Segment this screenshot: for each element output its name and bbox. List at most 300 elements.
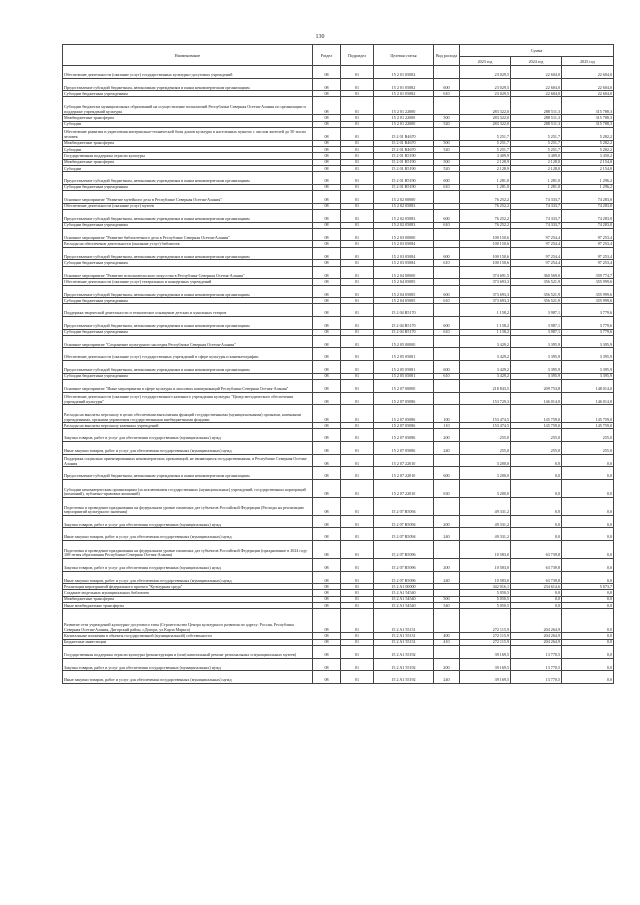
- row-sum-2023: 5 251,7: [460, 146, 511, 152]
- row-razdel: 08: [313, 146, 341, 152]
- row-podrazdel: 01: [341, 559, 374, 572]
- row-sum-2023: 3 429,2: [460, 348, 511, 361]
- row-expense-type: 600: [434, 285, 460, 298]
- row-podrazdel: 01: [341, 633, 374, 639]
- row-podrazdel: 01: [341, 497, 374, 515]
- row-sum-2025: 0,0: [562, 590, 614, 596]
- row-expense-type: [434, 191, 460, 204]
- row-podrazdel: 01: [341, 78, 374, 91]
- row-sum-2023: 76 252,2: [460, 209, 511, 222]
- row-razdel: 08: [313, 285, 341, 298]
- row-sum-2023: 374 691,5: [460, 266, 511, 279]
- row-sum-2023: 373 693,3: [460, 279, 511, 285]
- row-podrazdel: 01: [341, 228, 374, 241]
- row-sum-2025: 148 014,0: [562, 379, 614, 392]
- row-target-article: 15 2 04 R5170: [374, 304, 434, 317]
- row-podrazdel: 01: [341, 423, 374, 429]
- row-sum-2025: 2 154,0: [562, 165, 614, 171]
- row-sum-2023: 76 252,2: [460, 222, 511, 228]
- row-sum-2024: 74 333,7: [511, 209, 562, 222]
- row-sum-2025: 3 779,6: [562, 316, 614, 329]
- row-target-article: 15 2 A1 54540: [374, 596, 434, 602]
- row-name: Субсидии бюджетным учреждениям: [63, 260, 313, 266]
- table-row: [63, 454, 614, 467]
- row-name: Субсидии: [63, 121, 313, 127]
- row-sum-2025: 1 296,2: [562, 172, 614, 185]
- row-target-article: 15 2 A1 55192: [374, 658, 434, 671]
- row-sum-2025: 355 999,6: [562, 298, 614, 304]
- table-row: [63, 442, 614, 455]
- row-target-article: 15 2 07 00000: [374, 379, 434, 392]
- row-razdel: 08: [313, 266, 341, 279]
- row-expense-type: 610: [434, 329, 460, 335]
- row-sum-2024: 5 251,7: [511, 146, 562, 152]
- row-name: Предоставление субсидий бюджетным, автономным учреждениям и иным некоммерческим организациям: [63, 172, 313, 185]
- row-sum-2025: 0,0: [562, 571, 614, 584]
- budget-table: [62, 44, 614, 684]
- table-row: [63, 671, 614, 684]
- row-razdel: 08: [313, 203, 341, 209]
- row-target-article: 15 2 04 05085: [374, 285, 434, 298]
- row-podrazdel: 01: [341, 222, 374, 228]
- row-expense-type: 600: [434, 78, 460, 91]
- row-podrazdel: 01: [341, 266, 374, 279]
- row-podrazdel: 01: [341, 241, 374, 247]
- header-year-2025: 2025 год: [562, 57, 614, 66]
- row-podrazdel: 01: [341, 285, 374, 298]
- row-sum-2025: 0,0: [562, 479, 614, 497]
- row-expense-type: [434, 379, 460, 392]
- row-target-article: 15 2 04 00000: [374, 266, 434, 279]
- row-target-article: 15 2 01 R4670: [374, 140, 434, 146]
- row-razdel: 08: [313, 392, 341, 405]
- row-sum-2025: 0,0: [562, 528, 614, 541]
- row-sum-2025: 22 604,0: [562, 66, 614, 79]
- row-name: Расходы на выплаты персоналу в целях обеспечения выполнения функций государственными (муниципальными) органами, казенными учреждениями, органами управления государственными внебюджетными фондами: [63, 405, 313, 423]
- row-sum-2023: 153 729,3: [460, 392, 511, 405]
- row-sum-2025: 5 073,7: [562, 584, 614, 590]
- row-sum-2025: 0,0: [562, 596, 614, 602]
- row-sum-2025: 0,0: [562, 658, 614, 671]
- row-name: Поддержка социально ориентированных некоммерческих организаций, не являющихся государственными, в Республике Северная Осетия-Алания: [63, 454, 313, 467]
- row-sum-2025: 0,0: [562, 633, 614, 639]
- row-expense-type: 540: [434, 603, 460, 609]
- row-razdel: 08: [313, 260, 341, 266]
- row-razdel: 08: [313, 316, 341, 329]
- row-expense-type: [434, 497, 460, 515]
- row-razdel: 08: [313, 633, 341, 639]
- row-target-article: 15 2 07 22010: [374, 467, 434, 480]
- row-name: Создание модельных муниципальных библиотек: [63, 590, 313, 596]
- row-expense-type: 610: [434, 222, 460, 228]
- row-target-article: 15 2 01 05082: [374, 78, 434, 91]
- header-sum: Сумма: [460, 45, 614, 57]
- row-target-article: 15 2 05 00000: [374, 335, 434, 348]
- row-sum-2024: 5 251,7: [511, 128, 562, 141]
- row-razdel: 08: [313, 373, 341, 379]
- row-name: Субсидии: [63, 165, 313, 171]
- row-sum-2023: 76 252,2: [460, 191, 511, 204]
- row-razdel: 08: [313, 590, 341, 596]
- row-expense-type: 400: [434, 633, 460, 639]
- row-sum-2023: 5 251,7: [460, 128, 511, 141]
- row-podrazdel: 01: [341, 121, 374, 127]
- row-sum-2025: 74 283,0: [562, 222, 614, 228]
- row-name: Межбюджетные трансферты: [63, 140, 313, 146]
- row-target-article: 15 2 07 05086: [374, 442, 434, 455]
- row-sum-2024: 22 604,0: [511, 66, 562, 79]
- row-sum-2023: 39 169,5: [460, 645, 511, 658]
- row-expense-type: 100: [434, 405, 460, 423]
- row-target-article: 15 2 01 R5190: [374, 172, 434, 185]
- row-expense-type: 240: [434, 442, 460, 455]
- row-podrazdel: 01: [341, 209, 374, 222]
- row-sum-2024: 255,0: [511, 442, 562, 455]
- row-expense-type: 600: [434, 247, 460, 260]
- table-row: [63, 559, 614, 572]
- row-expense-type: 240: [434, 528, 460, 541]
- table-row: [63, 316, 614, 329]
- row-target-article: 15 2 07 05086: [374, 405, 434, 423]
- row-expense-type: 410: [434, 639, 460, 645]
- row-sum-2024: 0,0: [511, 454, 562, 467]
- table-row: [63, 285, 614, 298]
- row-sum-2024: 356 521,9: [511, 298, 562, 304]
- row-target-article: 15 2 01 R5190: [374, 159, 434, 165]
- row-target-article: 15 2 07 05086: [374, 392, 434, 405]
- row-target-article: 15 2 07 R5094: [374, 515, 434, 528]
- row-sum-2024: 288 511,3: [511, 115, 562, 121]
- row-sum-2024: 0,0: [511, 528, 562, 541]
- row-razdel: 08: [313, 467, 341, 480]
- row-sum-2023: 283 322,0: [460, 121, 511, 127]
- row-sum-2023: 1 281,0: [460, 184, 511, 190]
- row-sum-2024: 3 987,1: [511, 304, 562, 317]
- row-razdel: 08: [313, 429, 341, 442]
- table-row: [63, 609, 614, 633]
- row-sum-2025: 145 759,0: [562, 423, 614, 429]
- row-target-article: 15 2 A1 00000: [374, 584, 434, 590]
- row-sum-2023: 100 150,6: [460, 241, 511, 247]
- row-razdel: 08: [313, 497, 341, 515]
- row-name: Закупка товаров, работ и услуг для обеспечения государственных (муниципальных) нужд: [63, 658, 313, 671]
- row-podrazdel: 01: [341, 373, 374, 379]
- row-sum-2024: 360 569,0: [511, 266, 562, 279]
- row-razdel: 08: [313, 304, 341, 317]
- row-expense-type: 200: [434, 658, 460, 671]
- row-sum-2025: 3 450,2: [562, 153, 614, 159]
- row-sum-2024: 255,0: [511, 429, 562, 442]
- row-sum-2024: 3 409,0: [511, 153, 562, 159]
- row-razdel: 08: [313, 241, 341, 247]
- row-podrazdel: 01: [341, 658, 374, 671]
- row-razdel: 08: [313, 222, 341, 228]
- row-target-article: 15 2 07 R5096: [374, 541, 434, 559]
- row-target-article: 15 2 01 22000: [374, 97, 434, 115]
- row-sum-2024: 74 333,7: [511, 222, 562, 228]
- row-sum-2024: 13 770,5: [511, 671, 562, 684]
- row-name: Субсидии бюджетным учреждениям: [63, 222, 313, 228]
- row-expense-type: 520: [434, 146, 460, 152]
- row-target-article: 15 2 A1 55192: [374, 645, 434, 658]
- row-podrazdel: 01: [341, 479, 374, 497]
- row-expense-type: [434, 335, 460, 348]
- row-target-article: 15 2 07 R5096: [374, 559, 434, 572]
- row-razdel: 08: [313, 405, 341, 423]
- row-podrazdel: 01: [341, 348, 374, 361]
- row-sum-2025: 74 283,0: [562, 203, 614, 209]
- row-sum-2024: 0,0: [511, 596, 562, 602]
- row-podrazdel: 01: [341, 379, 374, 392]
- row-sum-2023: 5 050,5: [460, 603, 511, 609]
- row-target-article: 15 2 05 05081: [374, 348, 434, 361]
- row-sum-2025: 74 283,0: [562, 191, 614, 204]
- table-row: [63, 128, 614, 141]
- row-sum-2023: 272 115,9: [460, 639, 511, 645]
- row-sum-2024: 2 128,0: [511, 159, 562, 165]
- row-name: Межбюджетные трансферты: [63, 596, 313, 602]
- row-expense-type: [434, 645, 460, 658]
- row-sum-2023: 23 029,5: [460, 66, 511, 79]
- row-target-article: 15 2 A1 55131: [374, 609, 434, 633]
- row-razdel: 08: [313, 423, 341, 429]
- row-sum-2024: 63 739,8: [511, 541, 562, 559]
- row-sum-2023: 373 693,3: [460, 298, 511, 304]
- row-sum-2024: 22 604,0: [511, 78, 562, 91]
- table-row: [63, 479, 614, 497]
- row-razdel: 08: [313, 165, 341, 171]
- header-year-2023: 2023 год: [460, 57, 511, 66]
- row-target-article: 15 2 A1 54540: [374, 603, 434, 609]
- row-razdel: 08: [313, 172, 341, 185]
- row-podrazdel: 01: [341, 316, 374, 329]
- row-expense-type: 610: [434, 298, 460, 304]
- row-sum-2023: 10 583,0: [460, 559, 511, 572]
- row-name: Обеспечение деятельности (оказание услуг) театральных и концертных учреждений: [63, 279, 313, 285]
- row-podrazdel: 01: [341, 128, 374, 141]
- row-target-article: 15 2 01 R5190: [374, 153, 434, 159]
- row-sum-2023: 100 150,6: [460, 247, 511, 260]
- row-name: Основное мероприятие "Развитие библиотечного дела в Республике Северная Осетия-Алания": [63, 228, 313, 241]
- row-sum-2023: 3 429,2: [460, 335, 511, 348]
- row-podrazdel: 01: [341, 528, 374, 541]
- row-razdel: 08: [313, 361, 341, 374]
- row-razdel: 08: [313, 639, 341, 645]
- row-razdel: 08: [313, 571, 341, 584]
- row-name: Поддержка творческой деятельности и техническое оснащение детских и кукольных театров: [63, 304, 313, 317]
- table-row: [63, 467, 614, 480]
- row-target-article: 15 2 07 R5094: [374, 497, 434, 515]
- row-expense-type: 110: [434, 423, 460, 429]
- row-podrazdel: 01: [341, 429, 374, 442]
- row-sum-2023: 153 474,5: [460, 405, 511, 423]
- row-target-article: 15 2 A1 55131: [374, 633, 434, 639]
- row-sum-2024: 3 395,9: [511, 348, 562, 361]
- row-sum-2025: 315 788,3: [562, 121, 614, 127]
- row-name: Реализация мероприятий федерального проекта "Культурная среда": [63, 584, 313, 590]
- row-sum-2023: 100 150,6: [460, 228, 511, 241]
- row-sum-2025: 3 779,6: [562, 304, 614, 317]
- row-sum-2023: 49 331,2: [460, 497, 511, 515]
- row-expense-type: [434, 97, 460, 115]
- row-expense-type: 200: [434, 515, 460, 528]
- row-razdel: 08: [313, 184, 341, 190]
- row-sum-2024: 3 987,1: [511, 329, 562, 335]
- row-sum-2023: 283 322,0: [460, 115, 511, 121]
- row-sum-2025: 3 395,9: [562, 348, 614, 361]
- row-sum-2025: 3 395,9: [562, 361, 614, 374]
- row-target-article: 15 2 05 05081: [374, 373, 434, 379]
- row-sum-2023: 218 843,5: [460, 379, 511, 392]
- row-name: Предоставление субсидий бюджетным, автономным учреждениям и иным некоммерческим организациям: [63, 285, 313, 298]
- row-sum-2024: 97 254,4: [511, 228, 562, 241]
- row-expense-type: [434, 66, 460, 79]
- row-expense-type: 200: [434, 429, 460, 442]
- row-target-article: 15 2 04 05085: [374, 298, 434, 304]
- row-name: Обеспечение деятельности (оказание услуг) государственных культурно-досуговых учреждений: [63, 66, 313, 79]
- row-razdel: 08: [313, 78, 341, 91]
- row-podrazdel: 01: [341, 596, 374, 602]
- table-row: [63, 228, 614, 241]
- row-razdel: 08: [313, 379, 341, 392]
- row-expense-type: 610: [434, 373, 460, 379]
- row-target-article: 15 2 04 R5170: [374, 316, 434, 329]
- row-target-article: 15 2 04 R5170: [374, 329, 434, 335]
- row-expense-type: [434, 304, 460, 317]
- row-target-article: 15 2 01 R4670: [374, 146, 434, 152]
- row-razdel: 08: [313, 140, 341, 146]
- row-podrazdel: 01: [341, 203, 374, 209]
- row-sum-2023: 49 331,2: [460, 515, 511, 528]
- row-razdel: 08: [313, 66, 341, 79]
- row-sum-2024: 74 333,7: [511, 191, 562, 204]
- row-sum-2024: 13 770,5: [511, 645, 562, 658]
- row-razdel: 08: [313, 584, 341, 590]
- row-razdel: 08: [313, 279, 341, 285]
- row-sum-2023: 3 409,9: [460, 153, 511, 159]
- row-sum-2024: 145 759,0: [511, 423, 562, 429]
- row-razdel: 08: [313, 603, 341, 609]
- row-sum-2023: 39 169,5: [460, 658, 511, 671]
- row-sum-2023: 373 693,3: [460, 285, 511, 298]
- row-podrazdel: 01: [341, 247, 374, 260]
- row-razdel: 08: [313, 329, 341, 335]
- row-sum-2023: 23 029,5: [460, 78, 511, 91]
- row-name: Основное мероприятие "Развитие исполнительского искусства в Республике Северная Осетия-Алания": [63, 266, 313, 279]
- table-row: [63, 361, 614, 374]
- row-sum-2024: 13 770,5: [511, 658, 562, 671]
- row-razdel: 08: [313, 645, 341, 658]
- table-row: [63, 515, 614, 528]
- row-razdel: 08: [313, 609, 341, 633]
- row-sum-2023: 5 050,5: [460, 596, 511, 602]
- row-podrazdel: 01: [341, 184, 374, 190]
- row-target-article: 15 2 03 05084: [374, 260, 434, 266]
- row-name: Государственная поддержка отрасли культуры (реконструкция и (или) капитальный ремонт региональных и муниципальных музеев): [63, 645, 313, 658]
- row-sum-2024: 2 128,0: [511, 165, 562, 171]
- row-expense-type: [434, 541, 460, 559]
- row-razdel: 08: [313, 121, 341, 127]
- row-sum-2024: 3 395,9: [511, 335, 562, 348]
- table-row: [63, 304, 614, 317]
- row-target-article: 15 2 A1 55192: [374, 671, 434, 684]
- row-podrazdel: 01: [341, 146, 374, 152]
- row-name: Бюджетные инвестиции: [63, 639, 313, 645]
- row-name: Предоставление субсидий бюджетным, автономным учреждениям и иным некоммерческим организациям: [63, 316, 313, 329]
- row-target-article: 15 2 05 05081: [374, 361, 434, 374]
- table-row: [63, 528, 614, 541]
- row-target-article: 15 2 A1 55131: [374, 639, 434, 645]
- row-podrazdel: 01: [341, 645, 374, 658]
- row-expense-type: 520: [434, 165, 460, 171]
- row-target-article: 15 2 01 05082: [374, 66, 434, 79]
- row-name: Расходы на обеспечение деятельности (оказание услуг) библиотек: [63, 241, 313, 247]
- row-sum-2023: 272 115,9: [460, 633, 511, 639]
- row-podrazdel: 01: [341, 304, 374, 317]
- row-target-article: 15 2 03 00000: [374, 228, 434, 241]
- row-name: Предоставление субсидий бюджетным, автономным учреждениям и иным некоммерческим организациям: [63, 361, 313, 374]
- row-razdel: 08: [313, 228, 341, 241]
- row-target-article: 15 2 07 22010: [374, 479, 434, 497]
- row-podrazdel: 01: [341, 153, 374, 159]
- row-name: Капитальные вложения в объекты государственной (муниципальной) собственности: [63, 633, 313, 639]
- row-sum-2024: 0,0: [511, 467, 562, 480]
- row-sum-2024: 0,0: [511, 497, 562, 515]
- row-sum-2024: 204 264,9: [511, 609, 562, 633]
- table-row: [63, 172, 614, 185]
- row-razdel: 08: [313, 528, 341, 541]
- row-sum-2024: 63 739,8: [511, 571, 562, 584]
- row-name: Субсидии: [63, 146, 313, 152]
- row-sum-2024: 97 254,4: [511, 241, 562, 247]
- row-podrazdel: 01: [341, 159, 374, 165]
- row-sum-2024: 0,0: [511, 515, 562, 528]
- row-razdel: 08: [313, 479, 341, 497]
- row-sum-2025: 315 788,3: [562, 115, 614, 121]
- row-sum-2023: 342 016,1: [460, 584, 511, 590]
- row-target-article: 15 2 01 R4670: [374, 128, 434, 141]
- row-razdel: 08: [313, 209, 341, 222]
- row-expense-type: 500: [434, 140, 460, 146]
- row-expense-type: 500: [434, 159, 460, 165]
- row-sum-2025: 74 283,0: [562, 209, 614, 222]
- row-expense-type: 600: [434, 172, 460, 185]
- row-sum-2024: 204 264,9: [511, 633, 562, 639]
- row-expense-type: 240: [434, 571, 460, 584]
- row-target-article: 15 2 07 R5096: [374, 571, 434, 584]
- row-podrazdel: 01: [341, 91, 374, 97]
- row-podrazdel: 01: [341, 442, 374, 455]
- row-sum-2024: 145 759,0: [511, 405, 562, 423]
- row-sum-2024: 204 264,9: [511, 639, 562, 645]
- table-row: [63, 541, 614, 559]
- row-razdel: 08: [313, 115, 341, 121]
- row-sum-2023: 3 200,0: [460, 454, 511, 467]
- header-expense-type: Вид расхода: [434, 45, 460, 66]
- row-podrazdel: 01: [341, 361, 374, 374]
- row-sum-2024: 234 614,6: [511, 584, 562, 590]
- row-razdel: 08: [313, 442, 341, 455]
- row-sum-2025: 145 759,0: [562, 405, 614, 423]
- row-target-article: 15 2 01 R5190: [374, 165, 434, 171]
- row-sum-2025: 0,0: [562, 467, 614, 480]
- row-razdel: 08: [313, 159, 341, 165]
- row-name: Основное мероприятие "Иные мероприятия в сфере культуры и массовых коммуникаций Республики Северная Осетия-Алания": [63, 379, 313, 392]
- row-sum-2024: 288 511,3: [511, 121, 562, 127]
- row-sum-2023: 1 158,2: [460, 329, 511, 335]
- row-expense-type: [434, 348, 460, 361]
- row-sum-2023: 76 252,2: [460, 203, 511, 209]
